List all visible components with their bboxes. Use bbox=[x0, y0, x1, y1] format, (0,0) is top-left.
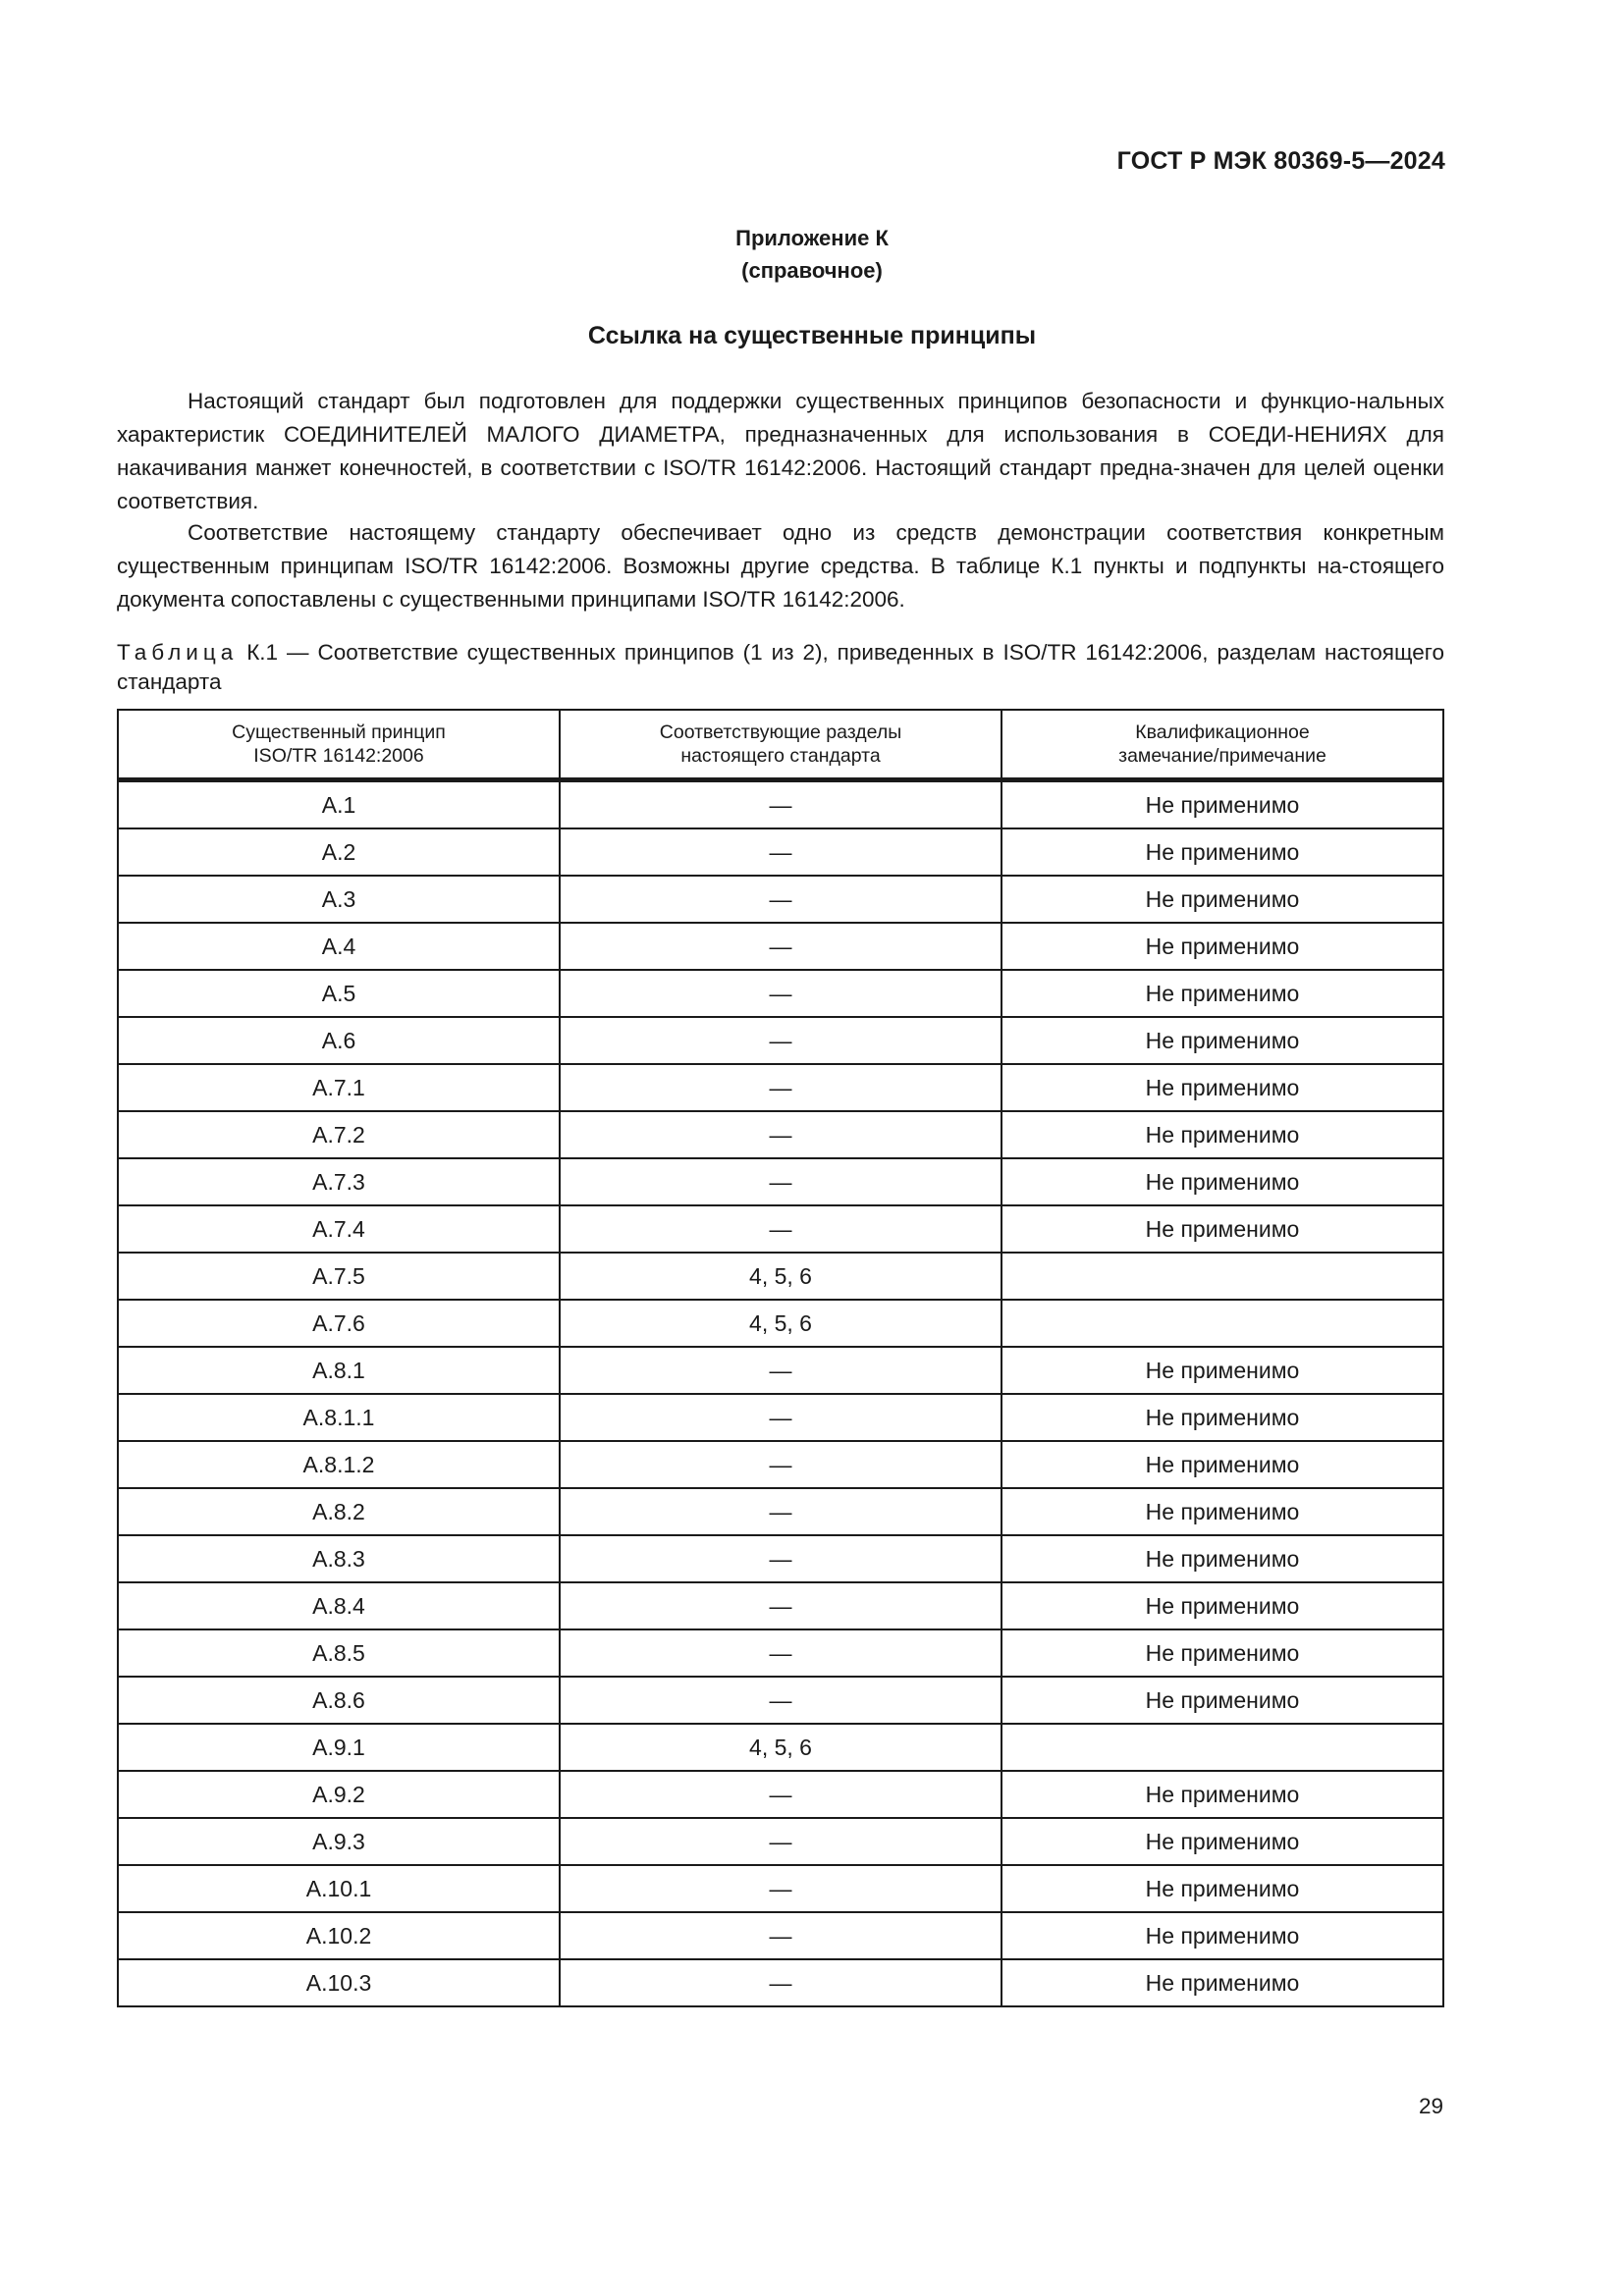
cell-principle: А.8.6 bbox=[118, 1677, 560, 1724]
cell-sections: — bbox=[560, 1677, 1001, 1724]
cell-principle: А.4 bbox=[118, 923, 560, 970]
cell-principle: А.3 bbox=[118, 876, 560, 923]
cell-principle: А.8.3 bbox=[118, 1535, 560, 1582]
cell-sections: — bbox=[560, 1818, 1001, 1865]
cell-sections: — bbox=[560, 1111, 1001, 1158]
cell-principle: А.7.1 bbox=[118, 1064, 560, 1111]
cell-sections: 4, 5, 6 bbox=[560, 1300, 1001, 1347]
correspondence-table bbox=[117, 709, 1444, 2007]
table-row bbox=[118, 1205, 1443, 1253]
cell-principle: А.7.5 bbox=[118, 1253, 560, 1300]
cell-sections: — bbox=[560, 923, 1001, 970]
cell-sections: — bbox=[560, 1865, 1001, 1912]
cell-principle: А.8.2 bbox=[118, 1488, 560, 1535]
cell-sections: — bbox=[560, 876, 1001, 923]
paragraph-conformance: Соответствие настоящему стандарту обеспечивает одно из средств демонстрации соответствия конкретным существенным принципам ISO/TR 16142:2006. Возможны другие средства. В таблице К.1 пункты и подпункты на-стоящего документа сопоставлены с существенными принципами ISO/TR 16142:2006. bbox=[117, 520, 1444, 612]
header-sections bbox=[560, 710, 1001, 780]
table-row bbox=[118, 1912, 1443, 1959]
cell-sections: — bbox=[560, 1441, 1001, 1488]
cell-sections: — bbox=[560, 1912, 1001, 1959]
cell-sections: 4, 5, 6 bbox=[560, 1253, 1001, 1300]
cell-sections: — bbox=[560, 1771, 1001, 1818]
cell-remark bbox=[1001, 1253, 1443, 1300]
cell-remark: Не применимо bbox=[1001, 923, 1443, 970]
cell-remark: Не применимо bbox=[1001, 1017, 1443, 1064]
table-row bbox=[118, 1865, 1443, 1912]
cell-remark: Не применимо bbox=[1001, 1394, 1443, 1441]
cell-sections: — bbox=[560, 1535, 1001, 1582]
header-sections-line2: настоящего стандарта bbox=[680, 745, 881, 767]
cell-principle: А.7.4 bbox=[118, 1205, 560, 1253]
cell-remark: Не применимо bbox=[1001, 970, 1443, 1017]
table-row bbox=[118, 1158, 1443, 1205]
table-row bbox=[118, 923, 1443, 970]
table-row bbox=[118, 1535, 1443, 1582]
paragraph-intro: Настоящий стандарт был подготовлен для поддержки существенных принципов безопасности и функцио-нальных характеристик СОЕДИНИТЕЛЕЙ МАЛОГО ДИАМЕТРА, предназначенных для использования в СОЕДИ-НЕНИЯХ для накачивания манжет конечностей, в соответствии с ISO/TR 16142:2006. Настоящий стандарт предна-значен для целей оценки соответствия. bbox=[117, 389, 1444, 513]
header-principle bbox=[118, 710, 560, 780]
table-row bbox=[118, 1582, 1443, 1629]
cell-principle: А.7.2 bbox=[118, 1111, 560, 1158]
cell-sections: — bbox=[560, 1582, 1001, 1629]
table-row bbox=[118, 1771, 1443, 1818]
cell-principle: А.10.3 bbox=[118, 1959, 560, 2006]
cell-sections: — bbox=[560, 1017, 1001, 1064]
cell-remark: Не применимо bbox=[1001, 1347, 1443, 1394]
cell-remark: Не применимо bbox=[1001, 1111, 1443, 1158]
cell-remark: Не применимо bbox=[1001, 1629, 1443, 1677]
cell-remark: Не применимо bbox=[1001, 1158, 1443, 1205]
section-title: Ссылка на существенные принципы bbox=[587, 322, 1037, 349]
table-row bbox=[118, 1488, 1443, 1535]
table-header-row bbox=[118, 710, 1443, 780]
cell-principle: А.8.1 bbox=[118, 1347, 560, 1394]
table-row bbox=[118, 1300, 1443, 1347]
cell-principle: А.8.4 bbox=[118, 1582, 560, 1629]
cell-remark: Не применимо bbox=[1001, 1064, 1443, 1111]
cell-principle: А.9.2 bbox=[118, 1771, 560, 1818]
table-row bbox=[118, 1017, 1443, 1064]
cell-remark: Не применимо bbox=[1001, 1912, 1443, 1959]
table-row bbox=[118, 1629, 1443, 1677]
cell-principle: А.6 bbox=[118, 1017, 560, 1064]
header-remark-line1: Квалификационное bbox=[1135, 721, 1310, 743]
cell-sections: — bbox=[560, 828, 1001, 876]
cell-remark bbox=[1001, 1300, 1443, 1347]
cell-sections: — bbox=[560, 1629, 1001, 1677]
cell-remark: Не применимо bbox=[1001, 1677, 1443, 1724]
cell-principle: А.10.2 bbox=[118, 1912, 560, 1959]
cell-remark: Не применимо bbox=[1001, 1771, 1443, 1818]
cell-sections: — bbox=[560, 970, 1001, 1017]
table-body bbox=[118, 780, 1443, 2007]
cell-sections: — bbox=[560, 1347, 1001, 1394]
cell-remark: Не применимо bbox=[1001, 1959, 1443, 2006]
cell-remark: Не применимо bbox=[1001, 1441, 1443, 1488]
cell-principle: А.9.1 bbox=[118, 1724, 560, 1771]
cell-principle: А.1 bbox=[118, 780, 560, 829]
header-principle-line2: ISO/TR 16142:2006 bbox=[253, 745, 424, 767]
document-code: ГОСТ Р МЭК 80369-5—2024 bbox=[1116, 147, 1445, 175]
cell-principle: А.8.1.2 bbox=[118, 1441, 560, 1488]
cell-remark bbox=[1001, 1724, 1443, 1771]
header-principle-line1: Существенный принцип bbox=[232, 721, 446, 743]
header-remark bbox=[1001, 710, 1443, 780]
table-row bbox=[118, 1064, 1443, 1111]
cell-remark: Не применимо bbox=[1001, 876, 1443, 923]
annex-kind: (справочное) bbox=[741, 258, 883, 283]
table-row bbox=[118, 1959, 1443, 2006]
table-row bbox=[118, 1394, 1443, 1441]
cell-sections: — bbox=[560, 780, 1001, 829]
cell-remark: Не применимо bbox=[1001, 1582, 1443, 1629]
table-row bbox=[118, 1111, 1443, 1158]
cell-remark: Не применимо bbox=[1001, 1535, 1443, 1582]
cell-remark: Не применимо bbox=[1001, 828, 1443, 876]
header-sections-line1: Соответствующие разделы bbox=[659, 721, 902, 743]
annex-title: Приложение К bbox=[735, 226, 889, 250]
cell-principle: А.10.1 bbox=[118, 1865, 560, 1912]
cell-remark: Не применимо bbox=[1001, 1205, 1443, 1253]
table-row bbox=[118, 1253, 1443, 1300]
table-row bbox=[118, 1724, 1443, 1771]
table-row bbox=[118, 1441, 1443, 1488]
table-row bbox=[118, 780, 1443, 829]
cell-sections: — bbox=[560, 1488, 1001, 1535]
cell-remark: Не применимо bbox=[1001, 1865, 1443, 1912]
cell-remark: Не применимо bbox=[1001, 780, 1443, 829]
table-row bbox=[118, 1347, 1443, 1394]
cell-sections: — bbox=[560, 1959, 1001, 2006]
cell-remark: Не применимо bbox=[1001, 1818, 1443, 1865]
cell-sections: — bbox=[560, 1394, 1001, 1441]
cell-principle: А.8.5 bbox=[118, 1629, 560, 1677]
cell-principle: А.2 bbox=[118, 828, 560, 876]
cell-sections: 4, 5, 6 bbox=[560, 1724, 1001, 1771]
table-row bbox=[118, 970, 1443, 1017]
cell-sections: — bbox=[560, 1205, 1001, 1253]
table-caption bbox=[117, 638, 1444, 697]
table-caption-label: Таблица bbox=[117, 640, 239, 665]
cell-sections: — bbox=[560, 1158, 1001, 1205]
table-row bbox=[118, 876, 1443, 923]
table-row bbox=[118, 1677, 1443, 1724]
cell-sections: — bbox=[560, 1064, 1001, 1111]
page-number: 29 bbox=[1418, 2094, 1443, 2118]
cell-principle: А.7.3 bbox=[118, 1158, 560, 1205]
cell-principle: А.5 bbox=[118, 970, 560, 1017]
table-row bbox=[118, 1818, 1443, 1865]
header-remark-line2: замечание/примечание bbox=[1118, 745, 1326, 767]
cell-principle: А.9.3 bbox=[118, 1818, 560, 1865]
cell-principle: А.7.6 bbox=[118, 1300, 560, 1347]
cell-remark: Не применимо bbox=[1001, 1488, 1443, 1535]
table-row bbox=[118, 828, 1443, 876]
cell-principle: А.8.1.1 bbox=[118, 1394, 560, 1441]
table-caption-text: К.1 — Соответствие существенных принципов (1 из 2), приведенных в ISO/TR 16142:2006, разделам настоящего стандарта bbox=[117, 640, 1444, 694]
